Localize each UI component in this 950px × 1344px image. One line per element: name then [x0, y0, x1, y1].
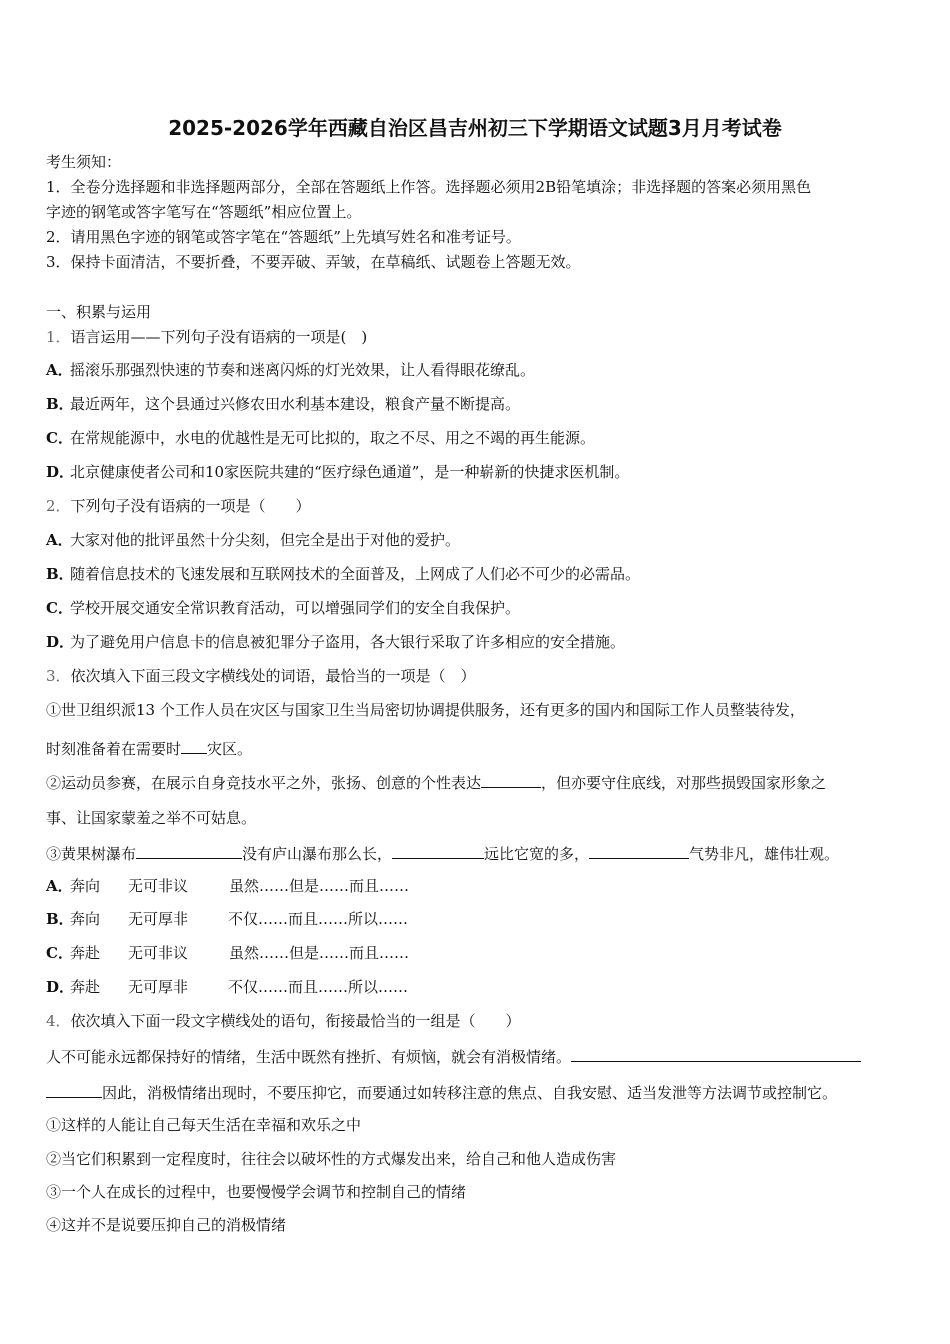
q1-option-c[interactable]	[46, 428, 595, 448]
q2-option-d[interactable]	[46, 632, 625, 652]
passage-text: 灾区。	[207, 740, 253, 758]
option-word-2: 无可厚非	[128, 910, 189, 928]
q4-item-1: ①这样的人能让自己每天生活在幸福和欢乐之中	[46, 1116, 362, 1134]
notice-heading: 考生须知：	[46, 153, 122, 171]
q4-passage-line-1	[46, 1045, 861, 1067]
question-number: 4．	[46, 1012, 71, 1030]
q3-option-a[interactable]	[46, 876, 409, 896]
option-word-3: 虽然……但是……而且……	[229, 944, 410, 962]
question-1-stem	[46, 327, 367, 347]
blank-line	[136, 842, 242, 859]
question-2-stem	[46, 496, 311, 516]
notice-line-2: 字迹的钢笔或答字笔写在“答题纸”相应位置上。	[46, 203, 362, 221]
option-label: D．	[46, 633, 75, 651]
question-4-stem	[46, 1011, 521, 1031]
q4-item-3: ③一个人在成长的过程中，也要慢慢学会调节和控制自己的情绪	[46, 1183, 467, 1201]
option-text: 学校开展交通安全常识教育活动，可以增强同学们的安全自我保护。	[70, 599, 521, 617]
q1-option-a[interactable]	[46, 360, 535, 380]
q3-passage-2-line-1	[46, 771, 826, 793]
option-label: B．	[46, 910, 74, 928]
option-text: 在常规能源中，水电的优越性是无可比拟的，取之不尽、用之不竭的再生能源。	[70, 429, 596, 447]
question-number: 3．	[46, 667, 71, 685]
question-3-stem	[46, 666, 476, 686]
option-text: 最近两年，这个县通过兴修农田水利基本建设，粮食产量不断提高。	[70, 395, 521, 413]
notice-line-3: 2．请用黑色字迹的钢笔或答字笔在“答题纸”上先填写姓名和准考证号。	[46, 228, 521, 246]
notice-line-1: 1．全卷分选择题和非选择题两部分，全部在答题纸上作答。选择题必须用2B铅笔填涂；非选择题的答案必须用黑色	[46, 178, 812, 196]
q2-option-a[interactable]	[46, 530, 460, 550]
option-label: D．	[46, 978, 75, 996]
option-word-3: 虽然……但是……而且……	[229, 877, 410, 895]
option-label: B．	[46, 565, 74, 583]
option-word-2: 无可非议	[128, 944, 189, 962]
option-word-1: 奔向	[70, 877, 101, 895]
option-label: C．	[46, 599, 73, 617]
option-label: B．	[46, 395, 74, 413]
passage-text: ③黄果树瀑布	[46, 845, 137, 863]
section-heading: 一、积累与运用	[46, 303, 152, 321]
q4-item-2: ②当它们积累到一定程度时，往往会以破坏性的方式爆发出来，给自己和他人造成伤害	[46, 1150, 617, 1168]
question-number: 1．	[46, 328, 71, 346]
blank-line	[46, 1081, 102, 1098]
option-label: A．	[46, 877, 73, 895]
option-word-2: 无可非议	[128, 877, 189, 895]
option-label: C．	[46, 429, 73, 447]
blank-line	[481, 771, 541, 788]
passage-text: 没有庐山瀑布那么长，	[242, 845, 393, 863]
q3-option-c[interactable]	[46, 943, 409, 963]
passage-text: 人不可能永远都保持好的情绪，生活中既然有挫折、有烦恼，就会有消极情绪。	[46, 1048, 572, 1066]
blank-line	[181, 737, 207, 754]
option-label: C．	[46, 944, 73, 962]
option-text: 随着信息技术的飞速发展和互联网技术的全面普及，上网成了人们必不可少的必需品。	[70, 565, 641, 583]
q3-option-d[interactable]	[46, 977, 408, 997]
blank-line	[571, 1045, 861, 1062]
q4-passage-line-2	[46, 1081, 837, 1103]
option-text: 为了避免用户信息卡的信息被犯罪分子盗用，各大银行采取了许多相应的安全措施。	[70, 633, 626, 651]
option-label: A．	[46, 531, 73, 549]
question-text: 依次填入下面一段文字横线处的语句，衔接最恰当的一组是（ ）	[70, 1012, 521, 1030]
notice-line-4: 3．保持卡面清洁，不要折叠，不要弄破、弄皱，在草稿纸、试题卷上答题无效。	[46, 253, 581, 271]
option-text: 北京健康使者公司和10家医院共建的“医疗绿色通道”，是一种崭新的快捷求医机制。	[70, 463, 630, 481]
passage-text: 远比它宽的多，	[484, 845, 590, 863]
exam-title: 2025-2026学年西藏自治区昌吉州初三下学期语文试题3月月考试卷	[168, 116, 782, 140]
option-word-1: 奔向	[70, 910, 101, 928]
q1-option-d[interactable]	[46, 462, 629, 482]
question-text: 依次填入下面三段文字横线处的词语，最恰当的一项是（ ）	[70, 667, 476, 685]
q3-passage-1-line-2	[46, 737, 252, 759]
question-number: 2．	[46, 497, 71, 515]
option-text: 大家对他的批评虽然十分尖刻，但完全是出于对他的爱护。	[70, 531, 461, 549]
option-word-2: 无可厚非	[128, 978, 189, 996]
option-label: D．	[46, 463, 75, 481]
option-word-1: 奔赴	[70, 944, 101, 962]
q2-option-b[interactable]	[46, 564, 640, 584]
q3-passage-3	[46, 842, 839, 864]
q4-item-4: ④这并不是说要压抑自己的消极情绪	[46, 1216, 287, 1234]
passage-text: 气势非凡，雄伟壮观。	[689, 845, 840, 863]
passage-text: ②运动员参赛，在展示自身竞技水平之外，张扬、创意的个性表达	[46, 774, 482, 792]
passage-text: 因此，消极情绪出现时，不要压抑它，而要通过如转移注意的焦点、自我安慰、适当发泄等方法调节或控制它。	[102, 1084, 838, 1102]
blank-line	[589, 842, 689, 859]
option-word-3: 不仅……而且……所以……	[228, 978, 409, 996]
option-text: 摇滚乐那强烈快速的节奏和迷离闪烁的灯光效果，让人看得眼花缭乱。	[70, 361, 536, 379]
blank-line	[392, 842, 484, 859]
option-label: A．	[46, 361, 73, 379]
q3-passage-1-line-1: ①世卫组织派13 个工作人员在灾区与国家卫生当局密切协调提供服务，还有更多的国内和国际工作人员整装待发，	[46, 701, 805, 719]
passage-text: ，但亦要守住底线，对那些损毁国家形象之	[541, 774, 827, 792]
option-word-1: 奔赴	[70, 978, 101, 996]
option-word-3: 不仅……而且……所以……	[228, 910, 409, 928]
q1-option-b[interactable]	[46, 394, 520, 414]
q2-option-c[interactable]	[46, 598, 520, 618]
q3-option-b[interactable]	[46, 909, 408, 929]
q3-passage-2-line-2: 事、让国家蒙羞之举不可姑息。	[46, 809, 257, 827]
passage-text: 时刻准备着在需要时	[46, 740, 182, 758]
question-text: 下列句子没有语病的一项是（ ）	[70, 497, 311, 515]
question-text: 语言运用——下列句子没有语病的一项是( )	[70, 328, 368, 346]
